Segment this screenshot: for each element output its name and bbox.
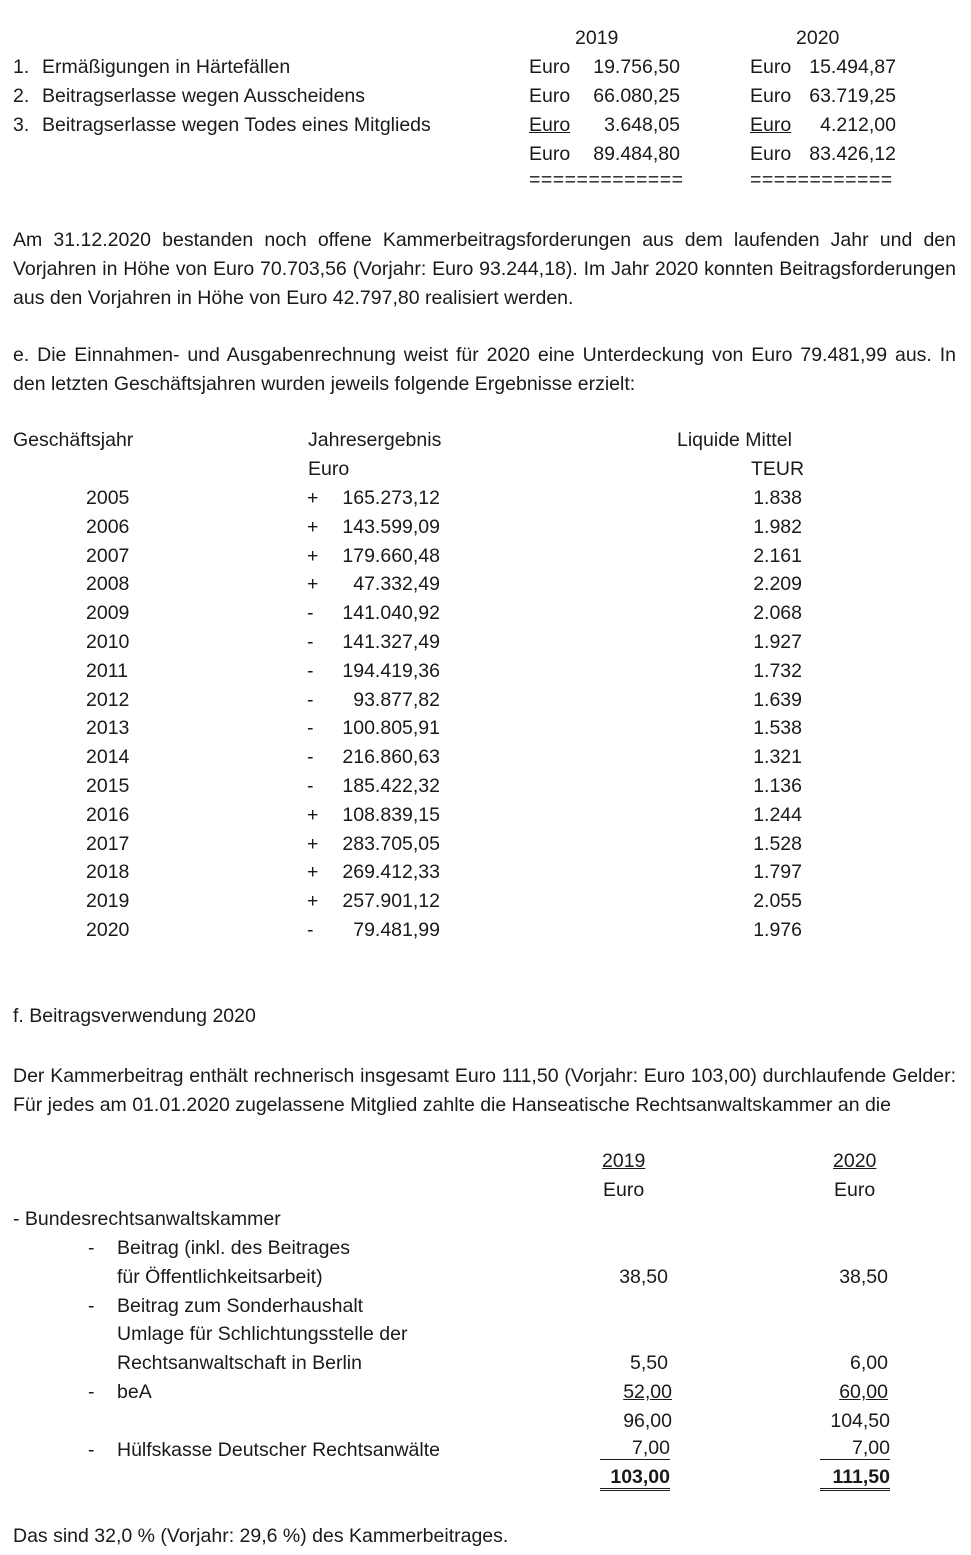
- huelfskasse-value-2019: 7,00: [600, 1438, 670, 1460]
- result-liquid-funds: 1.976: [753, 919, 802, 941]
- result-liquid-funds: 1.639: [753, 689, 802, 711]
- result-year: 2009: [86, 602, 130, 624]
- result-year: 2018: [86, 861, 130, 883]
- result-sign: +: [307, 890, 319, 912]
- result-value: 108.839,15: [342, 804, 440, 826]
- result-liquid-funds: 1.244: [753, 804, 802, 826]
- header-liquid-funds-unit: TEUR: [751, 458, 805, 480]
- huelfskasse-value-2020: 7,00: [820, 1438, 890, 1460]
- item-number: 3.: [13, 114, 30, 136]
- list-dash: -: [88, 1295, 95, 1317]
- result-value: 141.327,49: [342, 631, 440, 653]
- result-value: 257.901,12: [342, 890, 440, 912]
- list-dash: -: [88, 1439, 95, 1461]
- result-sign: +: [307, 833, 319, 855]
- result-value: 100.805,91: [342, 717, 440, 739]
- value-2019: 3.648,05: [604, 114, 680, 136]
- result-liquid-funds: 1.982: [753, 516, 802, 538]
- result-year: 2007: [86, 545, 130, 567]
- result-year: 2010: [86, 631, 130, 653]
- result-sign: -: [307, 919, 314, 941]
- result-year: 2016: [86, 804, 130, 826]
- bea-value-2019-text: 52,00: [623, 1381, 672, 1403]
- result-liquid-funds: 1.732: [753, 660, 802, 682]
- result-liquid-funds: 1.528: [753, 833, 802, 855]
- currency-2019: Euro: [529, 114, 571, 136]
- result-sign: +: [307, 861, 319, 883]
- sonder-label-line2: Umlage für Schlichtungsstelle der: [117, 1323, 408, 1345]
- col-f-unit-2019: Euro: [603, 1179, 645, 1201]
- underlined-2020: [750, 113, 896, 137]
- sonder-label-line1: Beitrag zum Sonderhaushalt: [117, 1295, 364, 1317]
- sonder-value-2019: 5,50: [630, 1352, 668, 1374]
- result-year: 2006: [86, 516, 130, 538]
- currency-2020: Euro: [750, 85, 792, 107]
- sonder-value-2020: 6,00: [850, 1352, 888, 1374]
- grand-total-2019: 103,00: [600, 1466, 670, 1491]
- result-liquid-funds: 1.927: [753, 631, 802, 653]
- brak-heading: - Bundesrechtsanwaltskammer: [13, 1208, 281, 1230]
- result-year: 2015: [86, 775, 130, 797]
- result-year: 2013: [86, 717, 130, 739]
- result-liquid-funds: 2.161: [753, 545, 802, 567]
- result-year: 2019: [86, 890, 130, 912]
- currency-2019: Euro: [529, 56, 571, 78]
- result-liquid-funds: 1.538: [753, 717, 802, 739]
- result-sign: -: [307, 775, 314, 797]
- total-2019: 89.484,80: [593, 143, 680, 165]
- value-2019: 19.756,50: [593, 56, 680, 78]
- item-number: 1.: [13, 56, 30, 78]
- currency-2019: Euro: [529, 85, 571, 107]
- underlined-2019: [529, 113, 680, 137]
- result-sign: +: [307, 516, 319, 538]
- result-value: 165.273,12: [342, 487, 440, 509]
- value-2020: 63.719,25: [809, 85, 896, 107]
- result-value: 93.877,82: [353, 689, 440, 711]
- result-year: 2020: [86, 919, 130, 941]
- result-sign: +: [307, 573, 319, 595]
- header-liquid-funds: Liquide Mittel: [677, 429, 792, 451]
- currency-2019: Euro: [529, 143, 571, 165]
- result-sign: +: [307, 487, 319, 509]
- value-2020: 4.212,00: [820, 114, 896, 136]
- result-year: 2017: [86, 833, 130, 855]
- result-value: 269.412,33: [342, 861, 440, 883]
- item-number: 2.: [13, 85, 30, 107]
- result-year: 2012: [86, 689, 130, 711]
- result-value: 79.481,99: [353, 919, 440, 941]
- sonder-label-line3: Rechtsanwaltschaft in Berlin: [117, 1352, 362, 1374]
- result-liquid-funds: 1.136: [753, 775, 802, 797]
- currency-2020: Euro: [750, 114, 792, 136]
- list-dash: -: [88, 1237, 95, 1259]
- result-value: 216.860,63: [342, 746, 440, 768]
- paragraph-outstanding-claims: Am 31.12.2020 bestanden noch offene Kammerbeitragsforderungen aus dem laufenden Jahr und den Vorjahren in Höhe von Euro 70.703,56 (Vorjahr: Euro 93.244,18). Im Jahr 2020 konnten Beitragsforderungen aus den Vorjahren in Höhe von Euro 42.797,80 realisiert werden.: [13, 229, 956, 309]
- col-f-unit-2020: Euro: [834, 1179, 876, 1201]
- result-value: 185.422,32: [342, 775, 440, 797]
- grand-total-2020: 111,50: [820, 1466, 890, 1491]
- value-2020: 15.494,87: [809, 56, 896, 78]
- list-dash: -: [88, 1381, 95, 1403]
- currency-2020: Euro: [750, 56, 792, 78]
- result-liquid-funds: 2.055: [753, 890, 802, 912]
- result-sign: -: [307, 746, 314, 768]
- result-year: 2014: [86, 746, 130, 768]
- result-value: 179.660,48: [342, 545, 440, 567]
- total-2020: 83.426,12: [809, 143, 896, 165]
- subtotal-2020: 104,50: [830, 1410, 890, 1432]
- result-sign: -: [307, 602, 314, 624]
- closing-sentence: Das sind 32,0 % (Vorjahr: 29,6 %) des Kammerbeitrages.: [13, 1525, 509, 1547]
- header-annual-result: Jahresergebnis: [308, 429, 442, 451]
- beitrag-value-2019: 38,50: [619, 1266, 668, 1288]
- col-year-2020: 2020: [796, 27, 840, 49]
- result-value: 141.040,92: [342, 602, 440, 624]
- currency-2020: Euro: [750, 143, 792, 165]
- section-f-heading: f. Beitragsverwendung 2020: [13, 1005, 256, 1027]
- col-f-year-2019: 2019: [602, 1150, 646, 1172]
- result-sign: +: [307, 545, 319, 567]
- paragraph-section-f: Der Kammerbeitrag enthält rechnerisch insgesamt Euro 111,50 (Vorjahr: Euro 103,00) durchlaufende Gelder: Für jedes am 01.01.2020 zugelassene Mitglied zahlte die Hanseatische Rechtsanwaltskammer an die: [13, 1065, 956, 1116]
- result-sign: -: [307, 689, 314, 711]
- result-sign: -: [307, 717, 314, 739]
- huelfskasse-label: Hülfskasse Deutscher Rechtsanwälte: [117, 1439, 440, 1461]
- header-fiscal-year: Geschäftsjahr: [13, 429, 134, 451]
- item-label: Beitragserlasse wegen Todes eines Mitglieds: [42, 114, 431, 136]
- paragraph-section-e: e. Die Einnahmen- und Ausgabenrechnung weist für 2020 eine Unterdeckung von Euro 79.481,99 aus. In den letzten Geschäftsjahren wurden jeweils folgende Ergebnisse erzielt:: [13, 344, 956, 395]
- result-liquid-funds: 2.209: [753, 573, 802, 595]
- result-year: 2011: [86, 660, 128, 682]
- bea-label: beA: [117, 1381, 152, 1403]
- header-annual-result-unit: Euro: [308, 458, 350, 480]
- double-rule-2020: ============: [750, 169, 893, 191]
- result-liquid-funds: 1.321: [753, 746, 802, 768]
- result-liquid-funds: 1.797: [753, 861, 802, 883]
- bea-value-2019: [620, 1380, 672, 1404]
- bea-value-2020-text: 60,00: [839, 1381, 888, 1403]
- result-value: 194.419,36: [342, 660, 440, 682]
- subtotal-2019: 96,00: [623, 1410, 672, 1432]
- result-value: 47.332,49: [353, 573, 440, 595]
- double-rule-2019: =============: [529, 169, 684, 191]
- beitrag-label-line1: Beitrag (inkl. des Beitrages: [117, 1237, 351, 1259]
- value-2019: 66.080,25: [593, 85, 680, 107]
- col-f-year-2020: 2020: [833, 1150, 877, 1172]
- result-value: 143.599,09: [342, 516, 440, 538]
- col-year-2019: 2019: [575, 27, 619, 49]
- item-label: Ermäßigungen in Härtefällen: [42, 56, 291, 78]
- result-year: 2005: [86, 487, 130, 509]
- result-year: 2008: [86, 573, 130, 595]
- result-liquid-funds: 2.068: [753, 602, 802, 624]
- bea-value-2020: [830, 1380, 888, 1404]
- beitrag-value-2020: 38,50: [839, 1266, 888, 1288]
- result-sign: -: [307, 631, 314, 653]
- result-sign: -: [307, 660, 314, 682]
- item-label: Beitragserlasse wegen Ausscheidens: [42, 85, 366, 107]
- result-liquid-funds: 1.838: [753, 487, 802, 509]
- beitrag-label-line2: für Öffentlichkeitsarbeit): [117, 1266, 323, 1288]
- result-value: 283.705,05: [342, 833, 440, 855]
- result-sign: +: [307, 804, 319, 826]
